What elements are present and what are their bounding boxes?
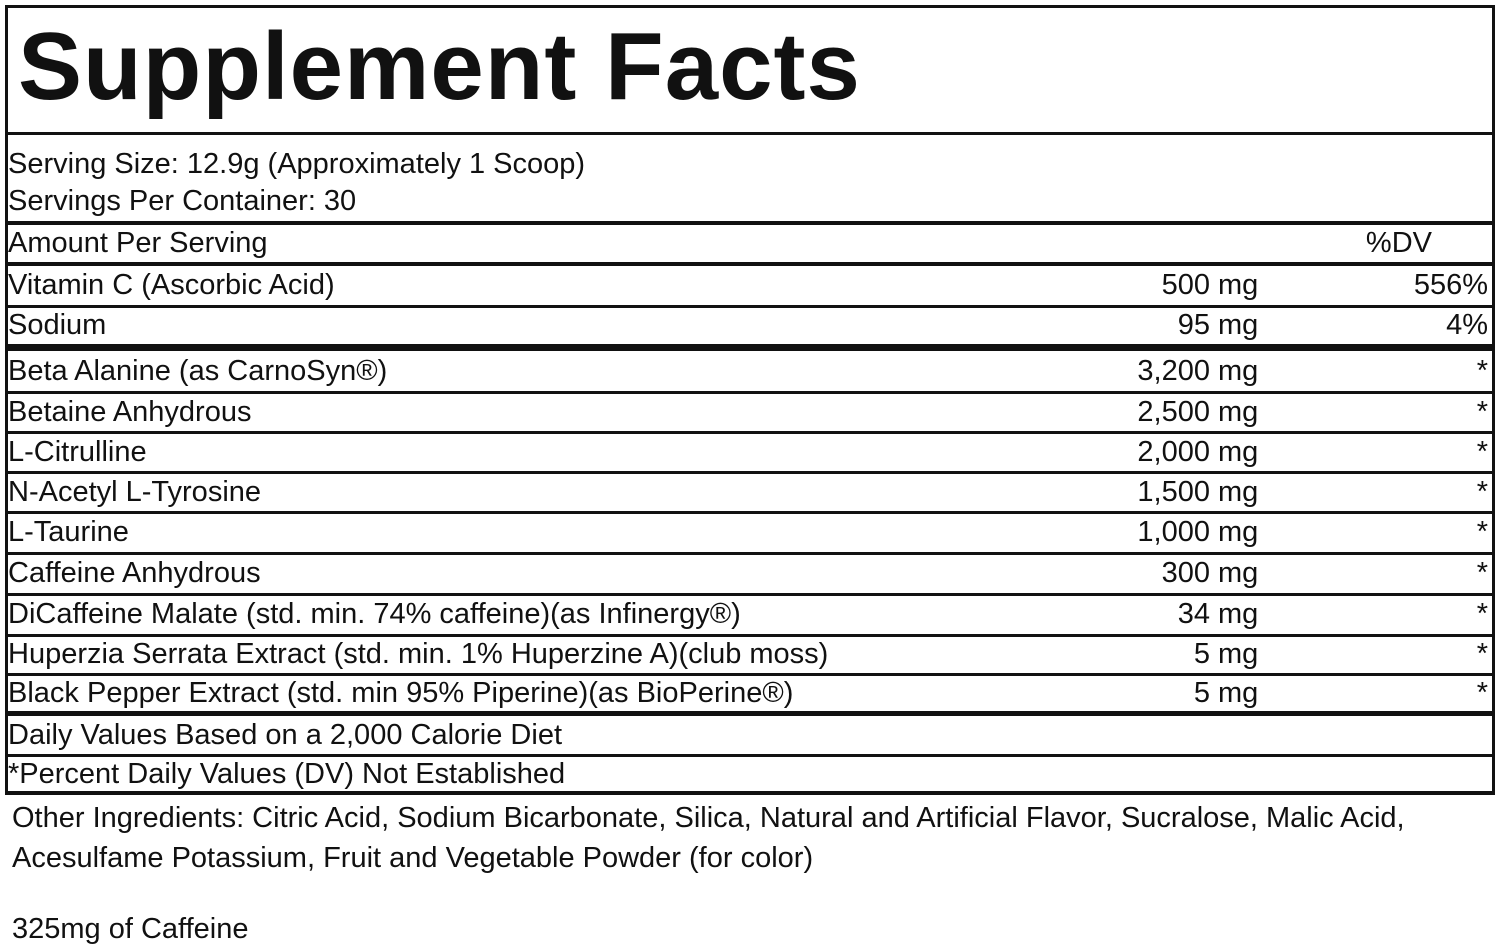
ingredient-dv: * bbox=[1476, 516, 1488, 548]
header-dv-label: %DV bbox=[1365, 227, 1432, 259]
section-divider bbox=[5, 344, 1495, 351]
nutrient-unit: mg bbox=[1218, 269, 1259, 301]
ingredient-unit: mg bbox=[1218, 396, 1259, 428]
daily-values-note: Daily Values Based on a 2,000 Calorie Diet bbox=[8, 719, 563, 751]
servings-per-container: Servings Per Container: 30 bbox=[8, 185, 357, 217]
caffeine-total: 325mg of Caffeine bbox=[12, 913, 249, 945]
ingredient-name: Huperzia Serrata Extract (std. min. 1% Huperzine A)(club moss) bbox=[8, 638, 829, 670]
ingredient-name: Caffeine Anhydrous bbox=[8, 557, 261, 589]
ingredient-unit: mg bbox=[1218, 476, 1259, 508]
ingredient-unit: mg bbox=[1218, 355, 1259, 387]
panel-bottom-border bbox=[5, 791, 1495, 795]
ingredient-dv: * bbox=[1476, 436, 1488, 468]
row-divider bbox=[5, 511, 1495, 514]
serving-size: Serving Size: 12.9g (Approximately 1 Scoop) bbox=[8, 148, 586, 180]
ingredient-amount: 3,200 bbox=[1137, 355, 1210, 387]
ingredient-unit: mg bbox=[1218, 557, 1259, 589]
nutrient-amount: 95 bbox=[1177, 309, 1210, 341]
row-divider bbox=[5, 305, 1495, 308]
ingredient-amount: 5 bbox=[1193, 638, 1210, 670]
ingredient-unit: mg bbox=[1218, 436, 1259, 468]
ingredient-unit: mg bbox=[1218, 638, 1259, 670]
dv-not-established-note: *Percent Daily Values (DV) Not Established bbox=[8, 758, 566, 790]
ingredient-dv: * bbox=[1476, 638, 1488, 670]
ingredient-amount: 5 bbox=[1193, 677, 1210, 709]
ingredient-unit: mg bbox=[1218, 516, 1259, 548]
ingredient-dv: * bbox=[1476, 677, 1488, 709]
ingredient-unit: mg bbox=[1218, 677, 1259, 709]
ingredient-name: N-Acetyl L-Tyrosine bbox=[8, 476, 262, 508]
ingredient-dv: * bbox=[1476, 557, 1488, 589]
nutrient-name: Sodium bbox=[8, 309, 107, 341]
ingredient-dv: * bbox=[1476, 598, 1488, 630]
row-divider bbox=[5, 431, 1495, 434]
ingredient-name: Black Pepper Extract (std. min 95% Piperine)(as BioPerine®) bbox=[8, 677, 794, 709]
panel-title: Supplement Facts bbox=[18, 13, 861, 120]
ingredient-name: Betaine Anhydrous bbox=[8, 396, 252, 428]
nutrient-amount: 500 bbox=[1161, 269, 1210, 301]
header-label: Amount Per Serving bbox=[8, 227, 268, 259]
ingredient-name: L-Taurine bbox=[8, 516, 129, 548]
nutrient-unit: mg bbox=[1218, 309, 1259, 341]
other-ingredients: Other Ingredients: Citric Acid, Sodium Bicarbonate, Silica, Natural and Artificial Flavor, Sucralose, Malic Acid, Acesulfame Potassium, Fruit and Vegetable Powder (for color) bbox=[12, 802, 1405, 874]
ingredient-amount: 300 bbox=[1161, 557, 1210, 589]
ingredient-name: DiCaffeine Malate (std. min. 74% caffeine)(as Infinergy®) bbox=[8, 598, 741, 630]
nutrient-dv: 4% bbox=[1446, 309, 1488, 341]
title-divider bbox=[5, 132, 1495, 135]
ingredient-amount: 1,000 bbox=[1137, 516, 1210, 548]
ingredient-amount: 2,000 bbox=[1137, 436, 1210, 468]
ingredient-amount: 2,500 bbox=[1137, 396, 1210, 428]
ingredient-amount: 1,500 bbox=[1137, 476, 1210, 508]
nutrient-name: Vitamin C (Ascorbic Acid) bbox=[8, 269, 335, 301]
ingredient-amount: 34 bbox=[1177, 598, 1210, 630]
ingredient-unit: mg bbox=[1218, 598, 1259, 630]
ingredient-dv: * bbox=[1476, 476, 1488, 508]
ingredient-name: Beta Alanine (as CarnoSyn®) bbox=[8, 355, 388, 387]
ingredient-dv: * bbox=[1476, 355, 1488, 387]
nutrient-dv: 556% bbox=[1413, 269, 1488, 301]
ingredient-dv: * bbox=[1476, 396, 1488, 428]
ingredient-name: L-Citrulline bbox=[8, 436, 147, 468]
